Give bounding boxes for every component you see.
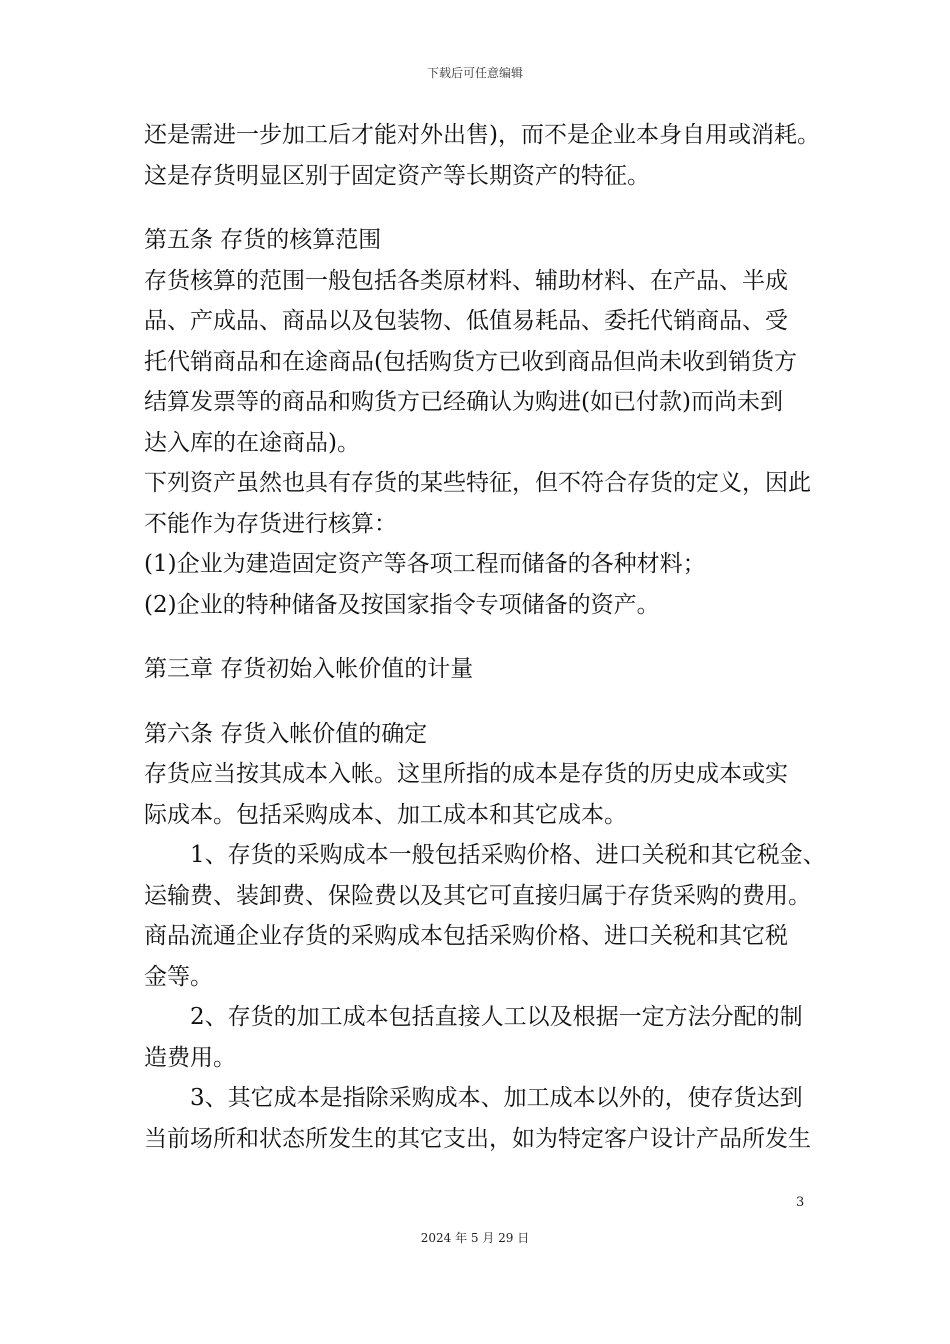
paragraph-line: 3、其它成本是指除采购成本、加工成本以外的，使存货达到 <box>190 1085 803 1111</box>
paragraph-line: 际成本。包括采购成本、加工成本和其它成本。 <box>144 801 627 828</box>
paragraph-line: 1、存货的采购成本一般包括采购价格、进口关税和其它税金、 <box>190 842 826 868</box>
paragraph-line: 运输费、装卸费、保险费以及其它可直接归属于存货采购的费用。 <box>144 882 811 909</box>
paragraph-line: 造费用。 <box>144 1044 236 1071</box>
paragraph-line: 存货核算的范围一般包括各类原材料、辅助材料、在产品、半成 <box>144 267 788 294</box>
chapter-heading: 第三章 存货初始入帐价值的计量 <box>144 656 474 682</box>
paragraph-line: 达入库的在途商品)。 <box>144 429 360 456</box>
section-heading: 第六条 存货入帐价值的确定 <box>144 720 428 747</box>
page-header: 下载后可任意编辑 <box>426 66 523 80</box>
paragraph-line: 不能作为存货进行核算： <box>144 510 397 537</box>
footer-date: 2024 年 5 月 29 日 <box>420 1231 530 1245</box>
paragraph-line: 存货应当按其成本入帐。这里所指的成本是存货的历史成本或实 <box>144 761 788 787</box>
paragraph-line: 品、产成品、商品以及包装物、低值易耗品、委托代销商品、受 <box>144 308 788 334</box>
list-item: (1)企业为建造固定资产等各项工程而储备的各种材料； <box>144 551 706 577</box>
paragraph-line: 2、存货的加工成本包括直接人工以及根据一定方法分配的制 <box>190 1004 803 1030</box>
paragraph-line: 托代销商品和在途商品(包括购货方已收到商品但尚未收到销货方 <box>144 348 797 375</box>
page-number: 3 <box>796 1195 805 1210</box>
paragraph-line: 当前场所和状态所发生的其它支出，如为特定客户设计产品所发生 <box>144 1125 811 1152</box>
list-item: (2)企业的特种储备及按国家指令专项储备的资产。 <box>144 591 660 618</box>
paragraph-line: 下列资产虽然也具有存货的某些特征，但不符合存货的定义，因此 <box>144 470 811 496</box>
paragraph-line: 金等。 <box>144 963 213 990</box>
paragraph-line: 这是存货明显区别于固定资产等长期资产的特征。 <box>144 162 650 189</box>
document-body <box>144 115 824 1159</box>
section-heading: 第五条 存货的核算范围 <box>144 227 382 253</box>
paragraph-line: 还是需进一步加工后才能对外出售)，而不是企业本身自用或消耗。 <box>144 122 820 148</box>
paragraph-line: 结算发票等的商品和购货方已经确认为购进(如已付款)而尚未到 <box>144 389 783 415</box>
paragraph-line: 商品流通企业存货的采购成本包括采购价格、进口关税和其它税 <box>144 923 788 949</box>
